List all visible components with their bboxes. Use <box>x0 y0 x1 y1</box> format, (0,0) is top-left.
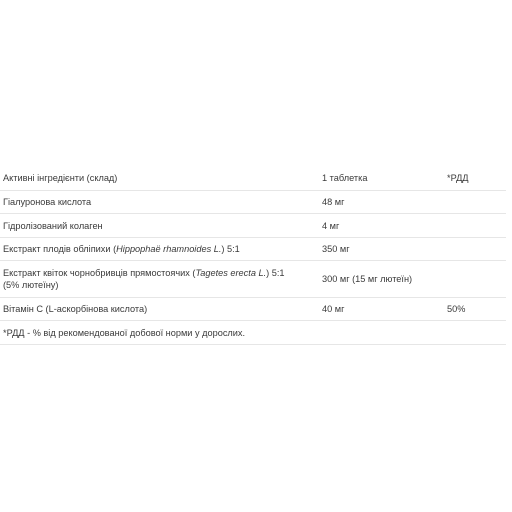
ingredient-name-text: Екстракт квіток чорнобривців прямостоячих ( <box>3 268 196 278</box>
table-row <box>0 298 506 321</box>
ingredient-amount: 350 мг <box>317 238 444 261</box>
header-amount: 1 таблетка <box>317 168 444 191</box>
ingredient-name <box>0 261 317 298</box>
ingredient-name-line2: (5% лютеїну) <box>3 280 59 290</box>
footnote-row <box>0 321 506 345</box>
ingredient-amount: 40 мг <box>317 298 444 321</box>
ingredient-latin-name: Tagetes erecta L. <box>195 268 267 278</box>
ingredient-name <box>0 238 317 261</box>
table-row <box>0 238 506 261</box>
ingredient-name-text: Вітамін С (L-аскорбінова кислота) <box>3 304 148 314</box>
ingredient-name-text: Гідролізований колаген <box>3 220 103 231</box>
ingredient-name-suffix: ) 5:1 <box>221 244 240 254</box>
ingredient-name <box>0 214 317 238</box>
ingredient-name-text: Гіалуронова кислота <box>3 197 92 207</box>
table-header <box>0 168 506 191</box>
ingredient-daily-value <box>444 238 506 261</box>
ingredients-table <box>0 168 506 345</box>
ingredient-name-suffix: ) 5:1 <box>266 268 285 278</box>
header-daily-value: *РДД <box>444 168 506 191</box>
header-row <box>0 168 506 191</box>
table-body <box>0 191 506 345</box>
ingredient-daily-value <box>444 261 506 298</box>
ingredient-name <box>0 298 317 321</box>
ingredient-daily-value <box>444 191 506 214</box>
table-row <box>0 214 506 238</box>
header-ingredient: Активні інгредієнти (склад) <box>0 168 317 191</box>
ingredient-name <box>0 191 317 214</box>
ingredient-amount: 48 мг <box>317 191 444 214</box>
ingredient-daily-value: 50% <box>444 298 506 321</box>
ingredient-daily-value <box>444 214 506 238</box>
ingredient-amount: 4 мг <box>317 214 444 238</box>
table-row <box>0 261 506 298</box>
ingredient-name-text: Екстракт плодів обліпихи ( <box>3 244 117 254</box>
footnote: *РДД - % від рекомендованої добової норми у дорослих. <box>0 321 506 345</box>
ingredient-latin-name: Hippophaë rhamnoides L. <box>116 244 222 254</box>
table-row <box>0 191 506 214</box>
ingredient-amount: 300 мг (15 мг лютеїн) <box>317 261 444 298</box>
